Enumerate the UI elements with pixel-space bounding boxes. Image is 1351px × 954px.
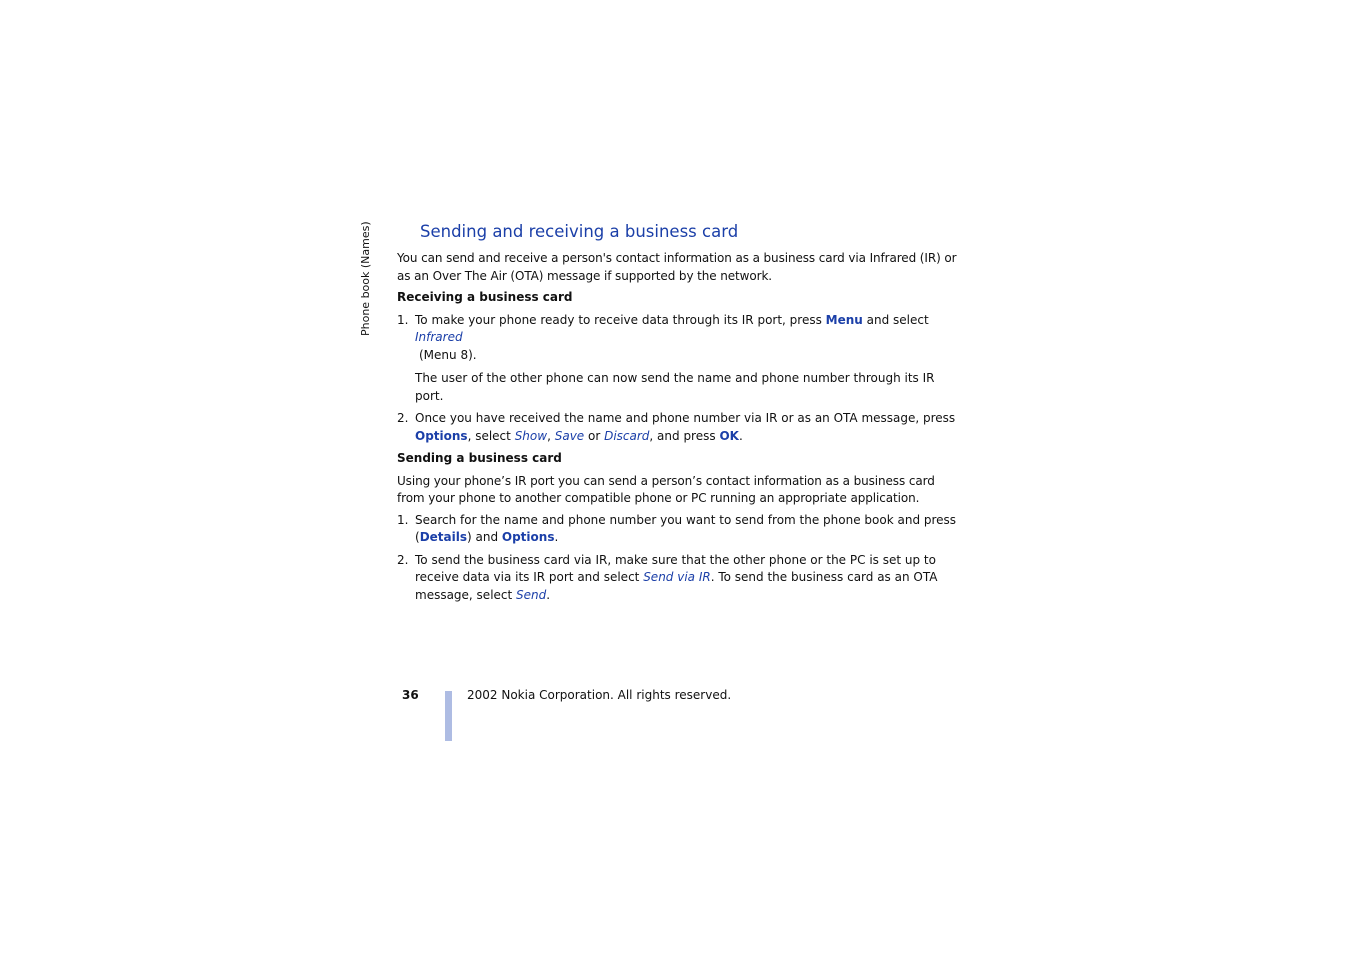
sending-step-1 (397, 512, 963, 547)
step-text: To send the business card via IR, make sure that the other phone or the PC is set up to receive data via its IR port and select (415, 552, 936, 584)
intro-paragraph: You can send and receive a person's contact information as a business card via Infrared (IR) or as an Over The Air (OTA) message if supported by the network. (397, 251, 957, 283)
sending-intro-paragraph: Using your phone’s IR port you can send a person’s contact information as a business card from your phone to another compatible phone or PC running an appropriate application. (397, 473, 935, 505)
step-text: To make your phone ready to receive data through its IR port, press (415, 312, 826, 327)
send-menu-item: Send (516, 587, 547, 602)
options-key: Options (415, 428, 468, 443)
footer-divider-bar (445, 691, 452, 741)
page-title: Sending and receiving a business card (420, 222, 739, 241)
step-body (415, 512, 963, 547)
step-text: , (547, 428, 555, 443)
step-text: (Menu 8). (419, 347, 477, 362)
menu-key: Menu (825, 312, 863, 327)
copyright-text: 2002 Nokia Corporation. All rights reserved. (467, 688, 732, 702)
step-text: , select (467, 428, 515, 443)
step-text: . (546, 587, 551, 602)
page-number: 36 (402, 688, 419, 702)
step-text: Search for the name and phone number you want to send from the phone book and press ( (415, 512, 957, 544)
receiving-heading: Receiving a business card (397, 290, 573, 304)
step-text: . To send the business card as an OTA message, select (415, 570, 938, 602)
step-text: ) and (467, 530, 502, 544)
receiving-step-2 (397, 410, 963, 445)
step-text: Once you have received the name and phone number via IR or as an OTA message, press (415, 411, 956, 425)
step-body (415, 312, 963, 365)
infrared-menu-item: Infrared (415, 330, 463, 344)
save-menu-item: Save (554, 428, 585, 443)
receiving-step-1 (397, 312, 963, 365)
section-label: Phone book (Names) (359, 221, 372, 336)
step-text: , and press (649, 428, 720, 443)
step-number: 2. (397, 552, 409, 567)
discard-menu-item: Discard (604, 428, 650, 443)
step-number: 1. (397, 312, 409, 327)
send-via-ir-menu-item: Send via IR (643, 570, 711, 584)
step-body (415, 552, 963, 605)
show-menu-item: Show (514, 428, 548, 443)
step-text: or (584, 428, 605, 443)
receiving-note: The user of the other phone can now send the name and phone number through its IR port. (415, 371, 935, 403)
side-tab (358, 221, 374, 336)
page-content (397, 220, 963, 609)
ok-key: OK (719, 428, 739, 443)
step-number: 1. (397, 512, 409, 527)
details-key: Details (419, 530, 467, 544)
sending-step-2 (397, 552, 963, 605)
sending-heading: Sending a business card (397, 451, 562, 465)
step-text: . (554, 530, 559, 544)
step-number: 2. (397, 411, 409, 425)
step-text: and select (862, 312, 929, 327)
step-body (415, 410, 963, 445)
step-text: . (738, 428, 743, 443)
options-key: Options (501, 530, 555, 544)
